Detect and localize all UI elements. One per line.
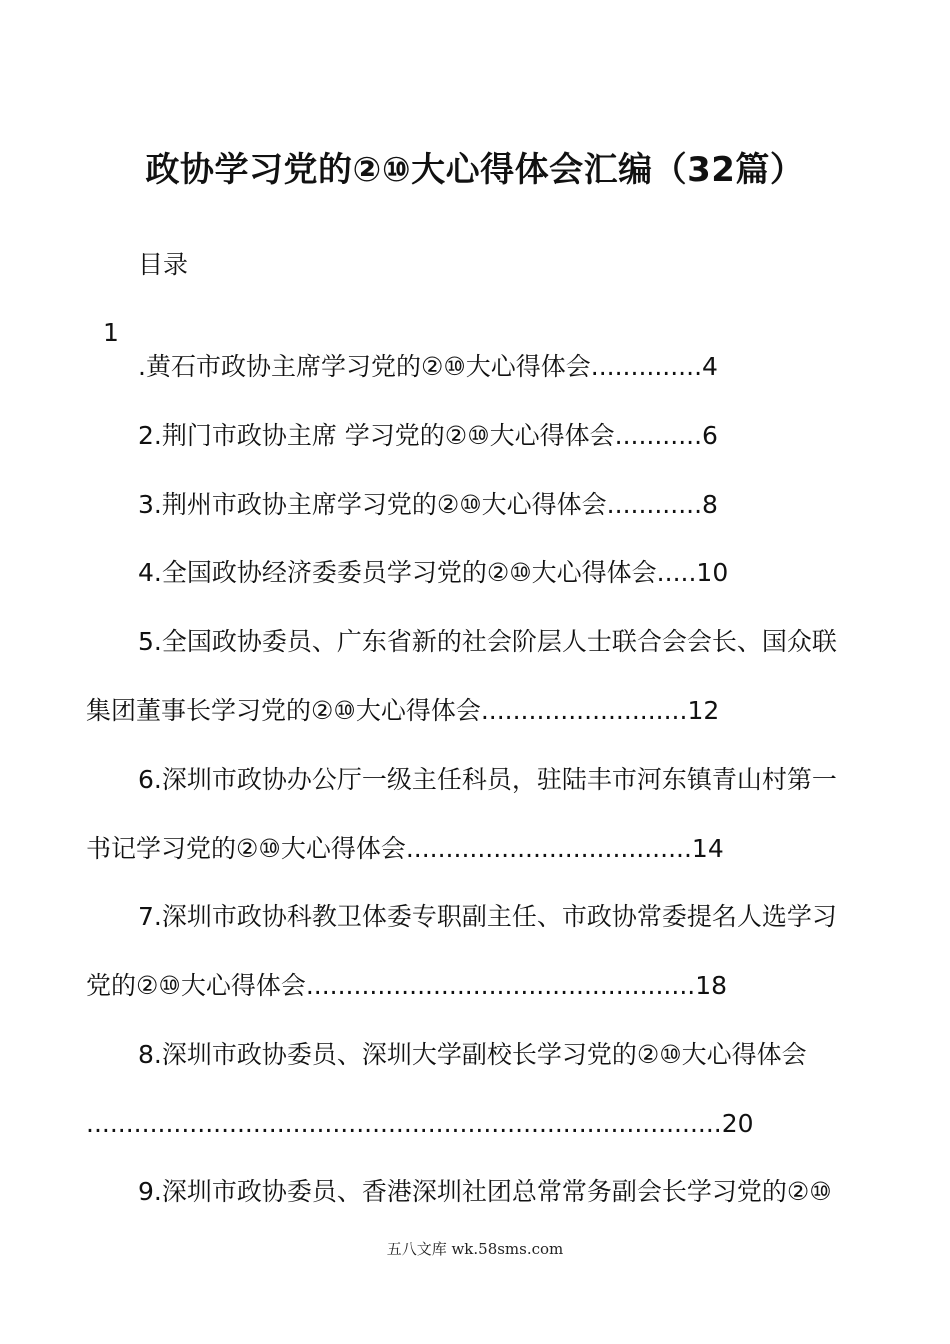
toc-heading: 目录 [138, 250, 189, 279]
toc-entry-continuation: 党的②⑩大心得体会.................................................18 [86, 971, 728, 1000]
toc-entry-continuation: 集团董事长学习党的②⑩大心得体会..........................12 [86, 696, 720, 725]
toc-entry-continuation: 书记学习党的②⑩大心得体会....................................14 [86, 834, 724, 863]
toc-entry: 4.全国政协经济委委员学习党的②⑩大心得体会.....10 [138, 558, 729, 587]
toc-entry-continuation: ................................................................................20 [86, 1109, 754, 1138]
toc-entry: 9.深圳市政协委员、香港深圳社团总常常务副会长学习党的②⑩ [138, 1177, 832, 1206]
toc-entry: 7.深圳市政协科教卫体委专职副主任、市政协常委提名人选学习 [138, 902, 837, 931]
toc-entry: 3.荆州市政协主席学习党的②⑩大心得体会............8 [138, 490, 718, 519]
toc-entry: 8.深圳市政协委员、深圳大学副校长学习党的②⑩大心得体会 [138, 1040, 807, 1069]
toc-first-number: 1 [103, 318, 119, 347]
toc-entry: 6.深圳市政协办公厅一级主任科员，驻陆丰市河东镇青山村第一 [138, 765, 837, 794]
toc-entry: 2.荆门市政协主席 学习党的②⑩大心得体会...........6 [138, 421, 718, 450]
toc-entry: 5.全国政协委员、广东省新的社会阶层人士联合会会长、国众联 [138, 627, 837, 656]
footer-watermark: 五八文库 wk.58sms.com [386, 1240, 564, 1258]
document-title: 政协学习党的②⑩大心得体会汇编（32篇） [145, 150, 805, 190]
toc-entry: .黄石市政协主席学习党的②⑩大心得体会..............4 [138, 352, 718, 381]
